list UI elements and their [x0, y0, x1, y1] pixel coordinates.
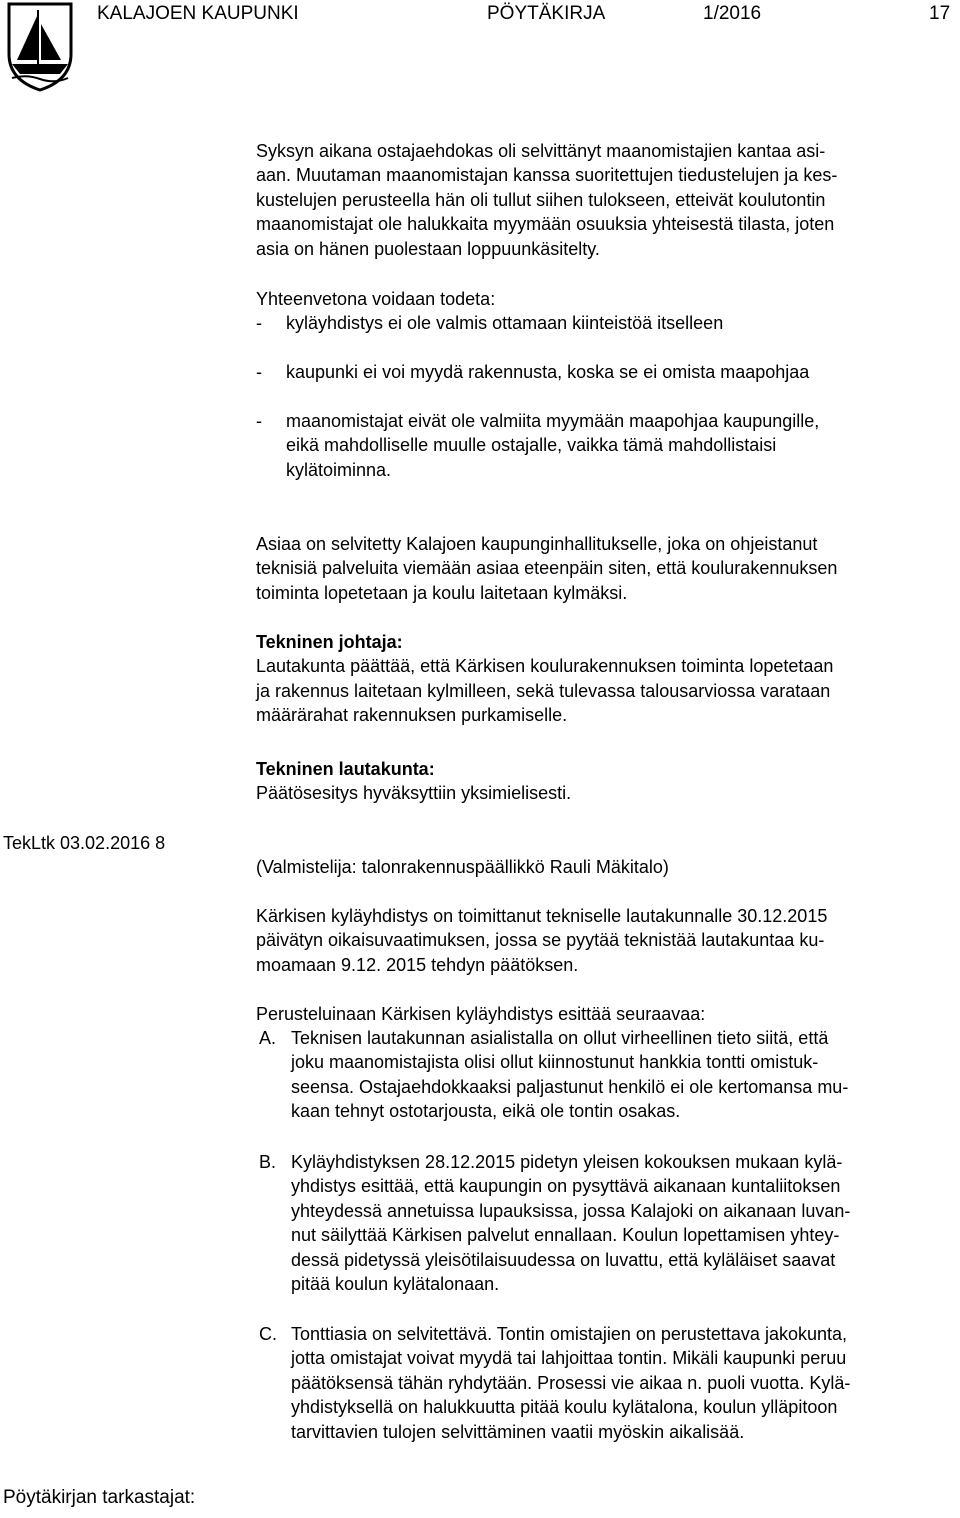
- text-line: Teknisen lautakunnan asialistalla on ollut virheellinen tieto siitä, että: [291, 1028, 829, 1048]
- text-line: maanomistajat eivät ole valmiita myymään maapohjaa kaupungille,: [286, 411, 820, 431]
- text-line: määrärahat rakennuksen purkamiselle.: [256, 705, 568, 726]
- text-line: kaupunki ei voi myydä rakennusta, koska se ei omista maapohjaa: [286, 362, 810, 382]
- preparer-note: (Valmistelija: talonrakennuspäällikkö Rauli Mäkitalo): [256, 857, 669, 877]
- header-page-number: 17: [929, 3, 951, 24]
- list-label: C.: [259, 1324, 277, 1344]
- text-line: aan. Muutaman maanomistajan kanssa suoritettujen tiedustelujen ja kes-: [256, 165, 838, 186]
- text-line: päätöksensä tähän ryhdytään. Prosessi vie aikaa n. puoli vuotta. Kylä-: [291, 1372, 851, 1393]
- text-line: toiminta lopetetaan ja koulu laitetaan kylmäksi.: [256, 582, 628, 603]
- list-label: B.: [259, 1152, 277, 1172]
- text-line: dessä pidetyssä yleisötilaisuudessa on luvattu, että kyläläiset saavat: [291, 1249, 836, 1270]
- text-line: Tonttiasia on selvitettävä. Tontin omistajien on perustettava jakokunta,: [291, 1324, 847, 1344]
- text-line: Asiaa on selvitetty Kalajoen kaupunginhallitukselle, joka on ohjeistanut: [256, 534, 818, 554]
- section-heading: Tekninen johtaja:: [256, 632, 403, 652]
- summary-list-item: [256, 409, 946, 482]
- text-line: Kyläyhdistyksen 28.12.2015 pidetyn yleisen kokouksen mukaan kylä-: [291, 1152, 843, 1172]
- text-line: Lautakunta päättää, että Kärkisen koulurakennuksen toiminta lopetetaan: [256, 656, 834, 677]
- text-line: joku maanomistajista olisi ollut kiinnostunut hankkia tontti omistuk-: [291, 1052, 819, 1073]
- grounds-list-item: [256, 1322, 956, 1444]
- text-line: asia on hänen puolestaan loppuunkäsitelty.: [256, 238, 600, 259]
- paragraph-city-board: [256, 532, 946, 605]
- dash-bullet: -: [256, 313, 262, 333]
- grounds-intro: Perusteluinaan Kärkisen kyläyhdistys esittää seuraavaa:: [256, 1004, 706, 1024]
- meeting-reference: TekLtk 03.02.2016 8: [3, 833, 166, 853]
- text-line: teknisiä palveluita viemään asiaa eteenpäin siten, että koulurakennuksen: [256, 558, 838, 579]
- text-line: yhdistyksellä on halukkuutta pitää koulu kylätalona, koulun ylläpitoon: [291, 1397, 838, 1418]
- section-heading: Tekninen lautakunta:: [256, 759, 435, 779]
- text-line: Kärkisen kyläyhdistys on toimittanut tekniselle lautakunnalle 30.12.2015: [256, 906, 828, 926]
- coat-of-arms-logo: [6, 2, 74, 92]
- text-line: eikä mahdolliselle muulle ostajalle, vaikka tämä mahdollistaisi: [286, 435, 777, 456]
- proposal-technical-director: [256, 630, 946, 728]
- summary-list-item: [256, 311, 946, 335]
- header-org: KALAJOEN KAUPUNKI: [97, 3, 299, 24]
- text-line: nut säilyttää Kärkisen palvelut ennallaan. Koulun lopettamisen yhtey-: [291, 1225, 840, 1246]
- text-line: tarvittavien tulojen selvittäminen vaatii myöskin aikalisää.: [291, 1421, 745, 1442]
- header-doc-number: 1/2016: [703, 3, 762, 24]
- text-line: seensa. Ostajaehdokkaaksi paljastunut henkilö ei ole kertomansa mu-: [291, 1076, 849, 1097]
- text-line: Syksyn aikana ostajaehdokas oli selvittänyt maanomistajien kantaa asi-: [256, 141, 826, 161]
- text-line: yhdistys esittää, että kaupungin on pysyttävä aikanaan kuntaliitoksen: [291, 1176, 841, 1197]
- text-line: pitää koulun kylätalonaan.: [291, 1274, 500, 1295]
- text-line: kyläyhdistys ei ole valmis ottamaan kiinteistöä itselleen: [286, 313, 724, 333]
- text-line: moamaan 9.12. 2015 tehdyn päätöksen.: [256, 954, 579, 975]
- dash-bullet: -: [256, 362, 262, 382]
- text-line: kustelujen perusteella hän oli tullut siihen tulokseen, etteivät koulutontin: [256, 189, 826, 210]
- grounds-list-item: [256, 1026, 956, 1124]
- summary-intro: Yhteenvetona voidaan todeta:: [256, 289, 496, 309]
- paragraph-appeal: [256, 904, 946, 977]
- text-line: yhteydessä annetuissa lupauksissa, jossa Kalajoki on aikanaan luvan-: [291, 1200, 851, 1221]
- text-line: jotta omistajat voivat myydä tai lahjoittaa tontin. Mikäli kaupunki peruu: [291, 1348, 847, 1369]
- grounds-list-item: [256, 1150, 956, 1296]
- footer-reviewers-label: Pöytäkirjan tarkastajat:: [3, 1487, 196, 1508]
- text-line: päivätyn oikaisuvaatimuksen, jossa se pyytää teknistää lautakuntaa ku-: [256, 930, 825, 951]
- decision-technical-board: [256, 757, 946, 806]
- text-line: ja rakennus laitetaan kylmilleen, sekä tulevassa talousarviossa varataan: [256, 680, 831, 701]
- header-doc-type: PÖYTÄKIRJA: [487, 3, 606, 24]
- text-line: kylätoiminna.: [286, 459, 392, 480]
- text-line: Päätösesitys hyväksyttiin yksimielisesti.: [256, 783, 572, 804]
- dash-bullet: -: [256, 411, 262, 431]
- text-line: kaan tehnyt ostotarjousta, eikä ole tontin osakas.: [291, 1101, 681, 1122]
- paragraph-buyer-inquiry: [256, 139, 946, 261]
- summary-list-item: [256, 360, 946, 384]
- text-line: maanomistajat ole halukkaita myymään osuuksia yhteisestä tilasta, joten: [256, 214, 835, 235]
- list-label: A.: [259, 1028, 277, 1048]
